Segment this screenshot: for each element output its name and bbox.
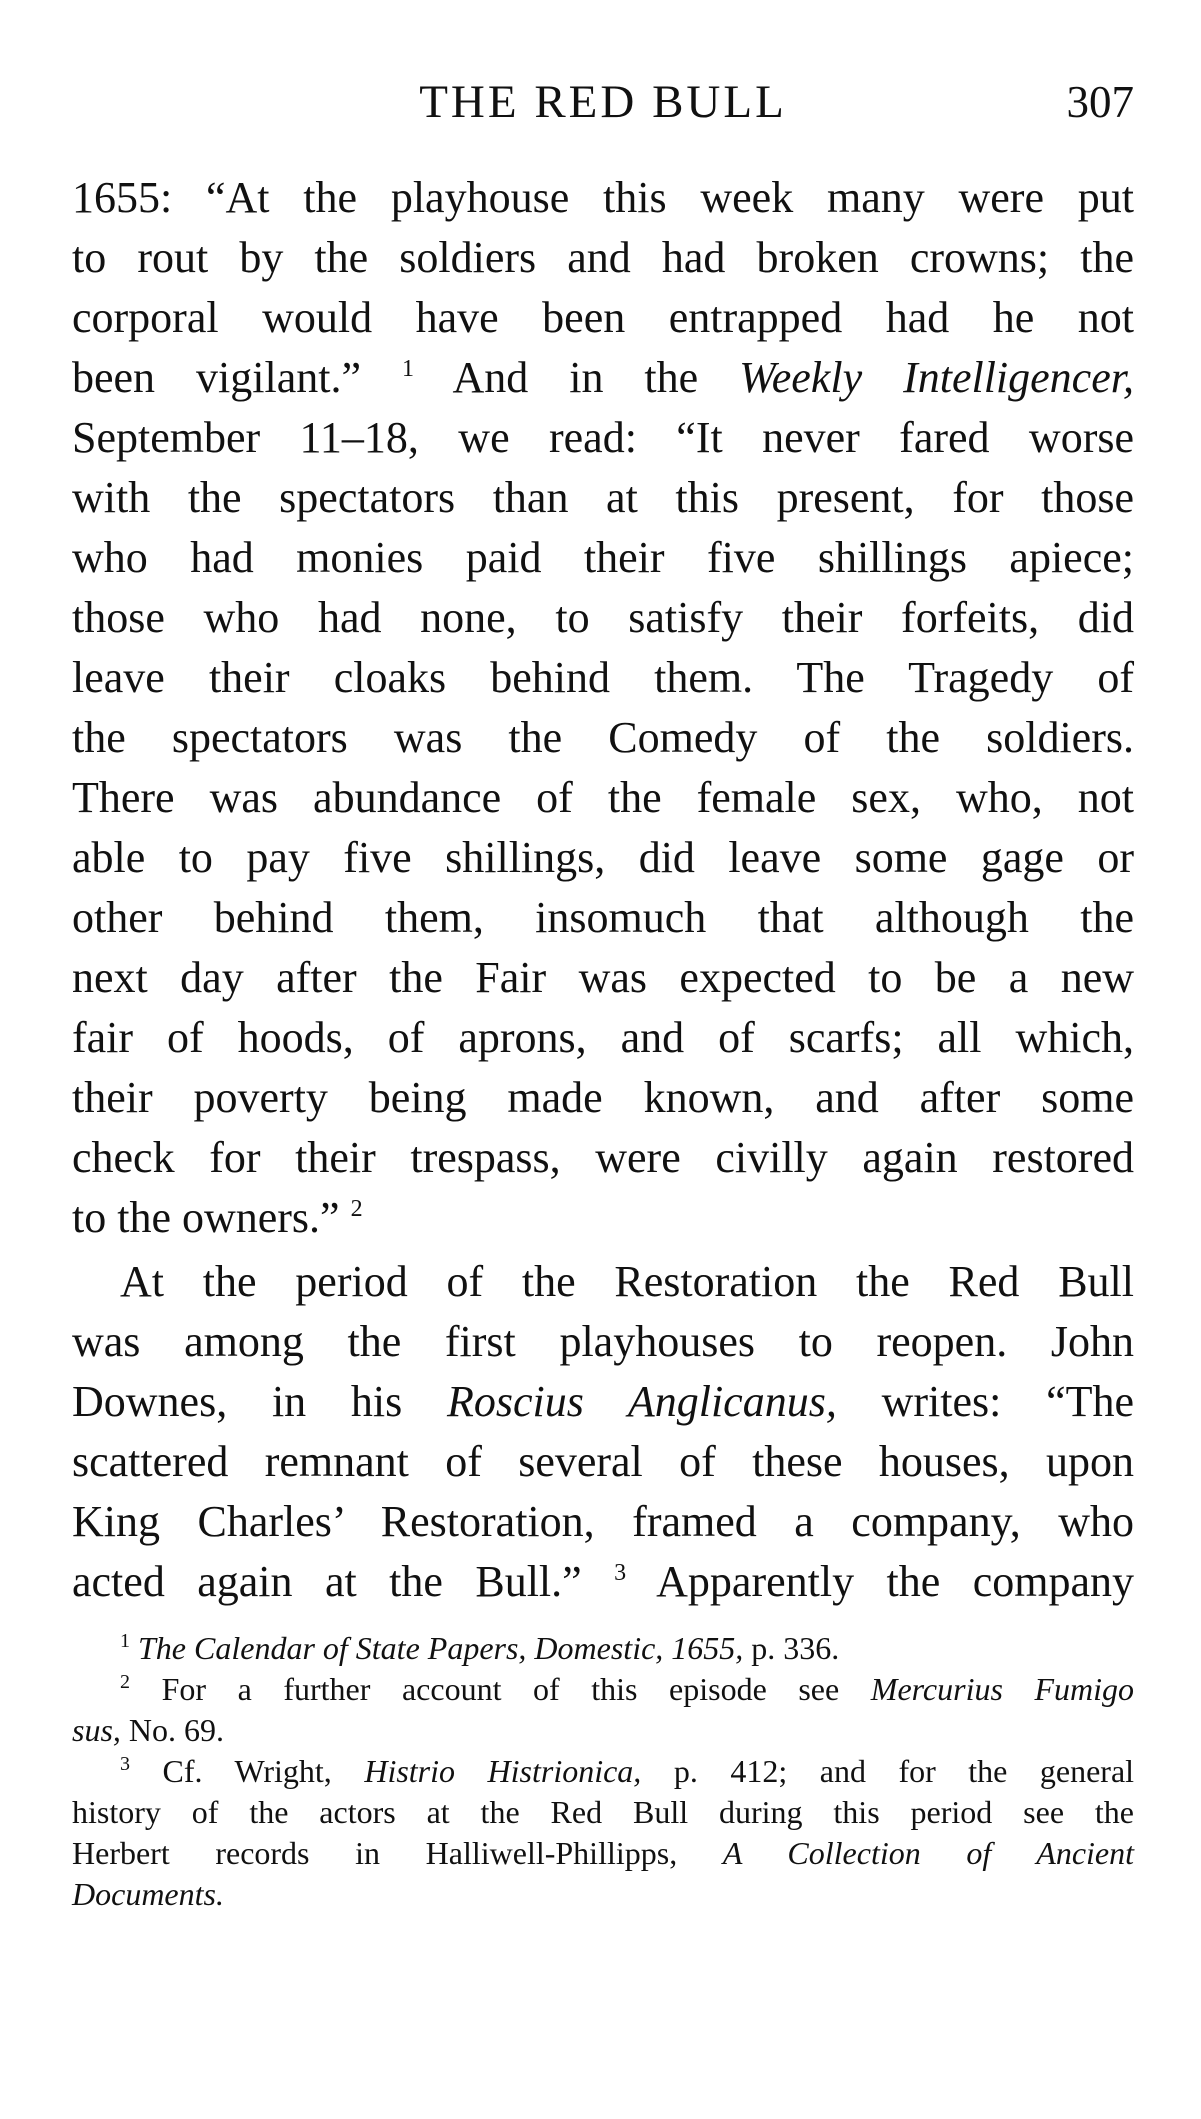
page-number: 307 <box>1066 77 1134 127</box>
text-line: corporal would have been entrapped had he not <box>72 293 1134 342</box>
text-line: with the spectators than at this present, for those <box>72 473 1134 522</box>
footnote-title: A Collection of Ancient <box>722 1835 1135 1871</box>
text-line: was among the first playhouses to reopen. John <box>72 1317 1134 1366</box>
footnote-2 <box>72 1669 1134 1710</box>
footnote-text: Herbert records in Halliwell-Phillipps, <box>72 1835 678 1871</box>
text-line: fair of hoods, of aprons, and of scarfs; all which, <box>72 1013 1134 1062</box>
footnote-title: The Calendar of State Papers, Domestic, 1655, <box>138 1630 744 1666</box>
footnote-3 <box>72 1751 1134 1792</box>
text-line: to rout by the soldiers and had broken crowns; the <box>72 233 1134 282</box>
text-run: And in the <box>452 353 699 402</box>
footnote-text: No. 69. <box>128 1712 225 1748</box>
text-line <box>72 1552 1134 1612</box>
text-line: their poverty being made known, and after some <box>72 1073 1134 1122</box>
text-run: acted again at the Bull.” <box>72 1557 582 1606</box>
text-line: who had monies paid their five shillings apiece; <box>72 533 1134 582</box>
text-line <box>72 1188 1134 1248</box>
text-line: next day after the Fair was expected to be a new <box>72 953 1134 1002</box>
footnote-title: Mercurius Fumigo <box>870 1671 1135 1707</box>
text-run: been vigilant.” <box>72 353 361 402</box>
text-line: check for their trespass, were civilly again restored <box>72 1133 1134 1182</box>
footnote-1 <box>72 1628 1134 1669</box>
book-title: Roscius Anglicanus, <box>447 1377 837 1426</box>
footnote-title: Documents. <box>72 1876 224 1912</box>
footnote-text: p. 412; and for the general <box>673 1753 1135 1789</box>
text-line: There was abundance of the female sex, who, not <box>72 773 1134 822</box>
footnote-text: For a further account of this episode see <box>161 1671 840 1707</box>
footnote-3-cont <box>72 1833 1134 1874</box>
text-run: Downes, in his <box>72 1377 403 1426</box>
text-line: scattered remnant of several of these houses, upon <box>72 1437 1134 1486</box>
text-line: those who had none, to satisfy their forfeits, did <box>72 593 1134 642</box>
footnote-mark: 3 <box>120 1753 130 1775</box>
text-line: 1655: “At the playhouse this week many were put <box>72 173 1134 222</box>
footnote-ref-2: 2 <box>350 1196 363 1222</box>
text-line <box>72 1372 1134 1432</box>
text-run: writes: “The <box>881 1377 1135 1426</box>
footnote-ref-1: 1 <box>401 356 414 382</box>
text-run: Apparently the company <box>656 1557 1134 1606</box>
text-line: other behind them, insomuch that although the <box>72 893 1134 942</box>
running-head: THE RED BULL <box>419 76 787 128</box>
text-line <box>72 348 1134 408</box>
page-header <box>72 72 1134 132</box>
footnote-3-cont <box>72 1874 1134 1915</box>
text-line: able to pay five shillings, did leave some gage or <box>72 833 1134 882</box>
text-line: At the period of the Restoration the Red Bull <box>120 1257 1134 1306</box>
footnote-title: Histrio Histrionica, <box>364 1753 642 1789</box>
text-line: the spectators was the Comedy of the soldiers. <box>72 713 1134 762</box>
text-line: September 11–18, we read: “It never fared worse <box>72 413 1134 462</box>
footnote-2-cont <box>72 1710 1134 1751</box>
footnotes <box>72 1628 1134 1915</box>
main-text <box>72 168 1134 1612</box>
text-line: leave their cloaks behind them. The Tragedy of <box>72 653 1134 702</box>
footnote-title: sus, <box>72 1712 121 1748</box>
text-line: King Charles’ Restoration, framed a company, who <box>72 1497 1134 1546</box>
text-run: to the owners.” <box>72 1193 340 1242</box>
footnote-mark: 2 <box>120 1671 130 1693</box>
footnote-text: Cf. Wright, <box>162 1753 332 1789</box>
periodical-title: Weekly Intelligencer, <box>739 353 1134 402</box>
footnote-text: p. 336. <box>751 1630 840 1666</box>
footnote-ref-3: 3 <box>614 1560 627 1586</box>
footnote-3-cont: history of the actors at the Red Bull during this period see the <box>72 1794 1134 1830</box>
footnote-mark: 1 <box>120 1630 130 1652</box>
